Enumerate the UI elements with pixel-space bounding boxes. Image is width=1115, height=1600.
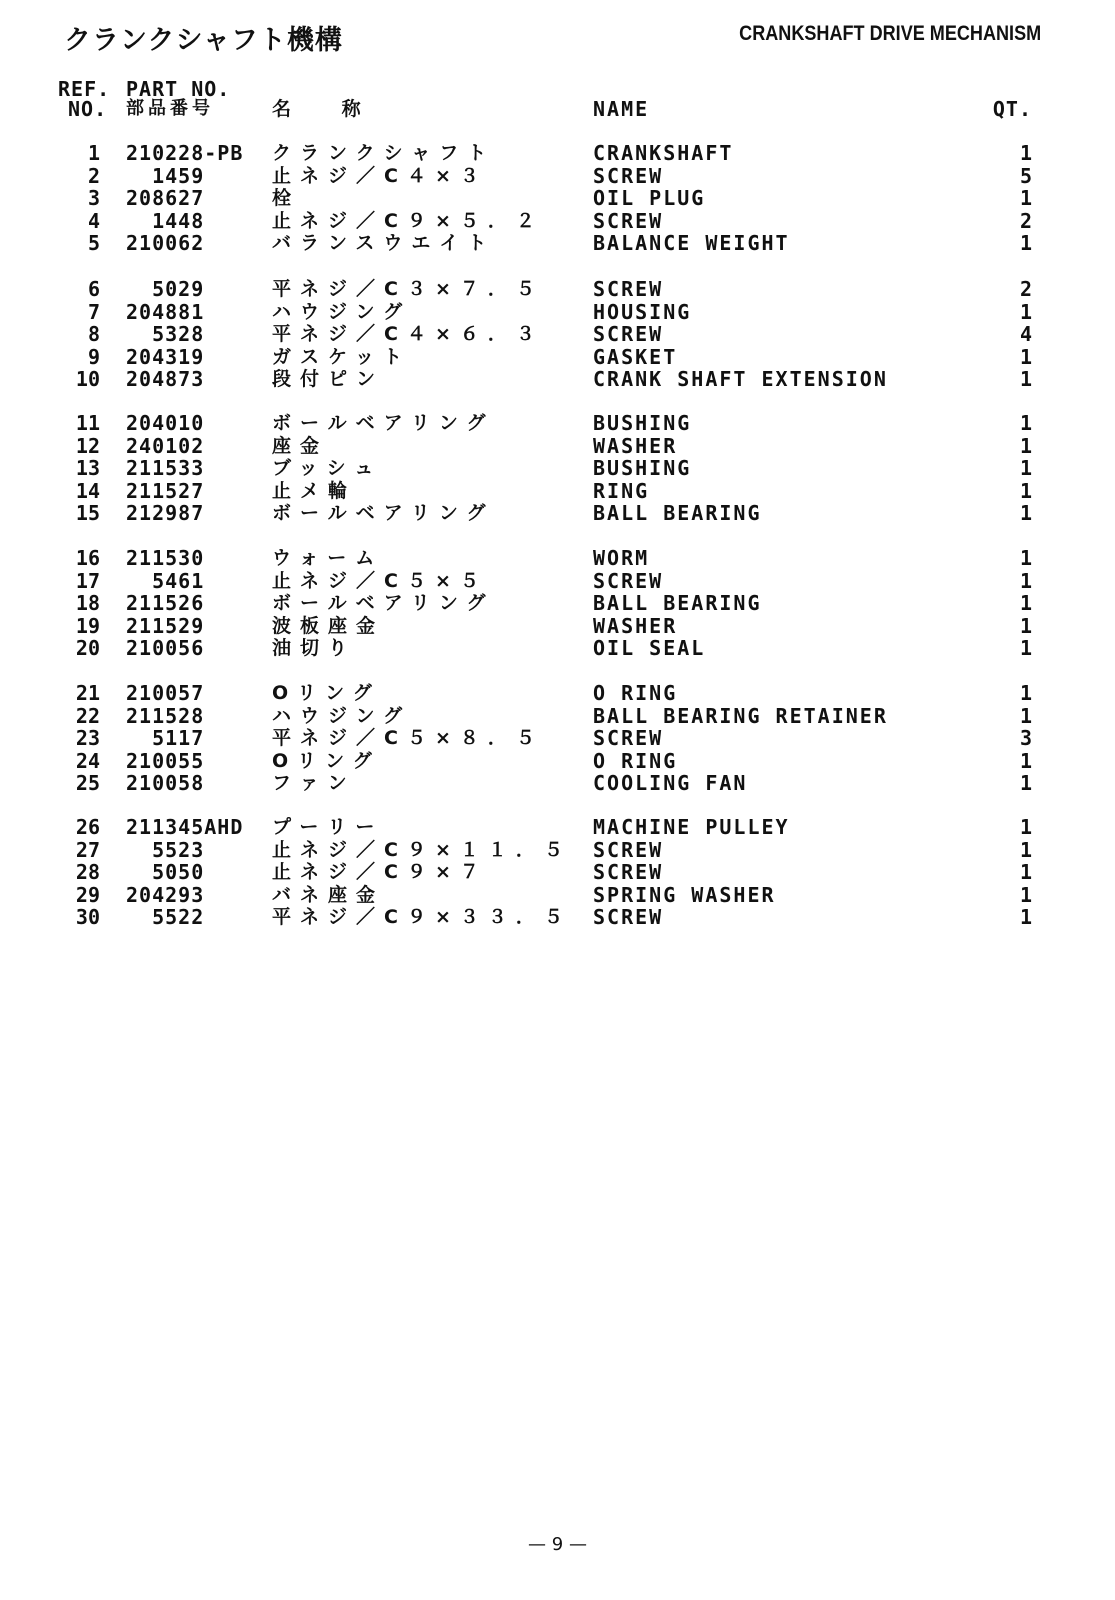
part-name-en: SPRING WASHER xyxy=(593,882,776,907)
part-name-jp: 止ネジ／C５×５ xyxy=(272,569,488,592)
table-row xyxy=(0,232,1115,254)
part-name-en: WORM xyxy=(593,546,650,570)
part-name-jp: 平ネジ／C４×６．３ xyxy=(272,323,544,346)
ref-number: 4 xyxy=(87,208,100,233)
part-number: 5029 xyxy=(126,277,205,301)
ref-number: 20 xyxy=(75,636,100,661)
quantity: 4 xyxy=(1019,322,1032,347)
part-name-jp: 止メ輪 xyxy=(272,479,357,502)
part-number: 211530 xyxy=(126,546,205,570)
table-row xyxy=(0,839,1115,861)
part-name-en: WASHER xyxy=(593,613,678,638)
quantity: 1 xyxy=(1019,501,1032,526)
part-name-en: BALL BEARING xyxy=(593,501,762,526)
page-title-en: CRANKSHAFT DRIVE MECHANISM xyxy=(738,22,1041,45)
ref-number: 14 xyxy=(75,478,100,503)
table-row xyxy=(0,772,1115,794)
quantity: 1 xyxy=(1019,568,1032,593)
table-row xyxy=(0,637,1115,659)
quantity: 1 xyxy=(1019,231,1032,256)
table-row xyxy=(0,906,1115,928)
part-name-jp: 波板座金 xyxy=(272,614,385,637)
part-number: 204010 xyxy=(126,411,205,435)
table-row xyxy=(0,142,1115,164)
table-row xyxy=(0,727,1115,749)
part-name-en: SCREW xyxy=(593,726,664,751)
table-row xyxy=(0,210,1115,232)
table-row xyxy=(0,323,1115,345)
part-name-jp: 止ネジ／C４×３ xyxy=(272,164,488,187)
part-name-jp: ハウジング xyxy=(272,300,412,323)
table-row xyxy=(0,165,1115,187)
part-number: 211526 xyxy=(126,591,205,616)
header-line-2 xyxy=(0,98,1115,122)
table-row xyxy=(0,457,1115,479)
part-name-en: BALL BEARING RETAINER xyxy=(593,703,888,728)
part-number: 1459 xyxy=(126,163,205,188)
part-name-en: SCREW xyxy=(593,860,664,885)
part-name-en: SCREW xyxy=(593,905,664,930)
table-row xyxy=(0,592,1115,614)
quantity: 1 xyxy=(1019,613,1032,638)
table-row xyxy=(0,570,1115,592)
part-name-en: BALL BEARING xyxy=(593,591,762,616)
ref-number: 16 xyxy=(75,546,100,570)
ref-number: 28 xyxy=(75,860,100,885)
part-name-en: O RING xyxy=(593,681,678,705)
table-row xyxy=(0,750,1115,772)
part-name-jp: 平ネジ／C５×８．５ xyxy=(272,727,544,750)
table-row xyxy=(0,615,1115,637)
part-number: 5117 xyxy=(126,726,205,751)
quantity: 1 xyxy=(1019,703,1032,728)
ref-number: 10 xyxy=(75,367,100,392)
part-name-jp: プーリー xyxy=(272,816,384,838)
ref-number: 6 xyxy=(87,277,100,301)
quantity: 1 xyxy=(1019,681,1032,705)
part-number: 210055 xyxy=(126,748,205,773)
header-part-no-jp: 部品番号 xyxy=(126,98,214,119)
ref-number: 13 xyxy=(75,456,100,481)
table-row xyxy=(0,480,1115,502)
part-name-jp: 段付ピン xyxy=(272,368,385,391)
part-number: 204881 xyxy=(126,299,205,324)
part-name-jp: 平ネジ／C３×７．５ xyxy=(272,278,544,300)
ref-number: 24 xyxy=(75,748,100,773)
part-name-jp: ボールベアリング xyxy=(272,502,495,525)
part-name-en: SCREW xyxy=(593,837,664,862)
part-name-en: SCREW xyxy=(593,163,664,188)
ref-number: 11 xyxy=(75,411,100,435)
ref-number: 15 xyxy=(75,501,100,526)
part-name-en: WASHER xyxy=(593,433,678,458)
part-name-en: SCREW xyxy=(593,322,664,347)
quantity: 5 xyxy=(1019,163,1032,188)
quantity: 1 xyxy=(1019,299,1032,324)
ref-number: 9 xyxy=(87,344,100,369)
quantity: 1 xyxy=(1019,141,1032,165)
part-number: 211528 xyxy=(126,703,205,728)
ref-number: 29 xyxy=(75,882,100,907)
part-name-jp: ハウジング xyxy=(272,704,412,727)
table-row xyxy=(0,278,1115,300)
part-name-jp: 座金 xyxy=(272,434,329,457)
part-number: 211345AHD xyxy=(126,815,244,839)
quantity: 1 xyxy=(1019,882,1032,907)
part-number: 211529 xyxy=(126,613,205,638)
part-name-en: BALANCE WEIGHT xyxy=(593,231,790,256)
part-number: 204873 xyxy=(126,367,205,392)
quantity: 1 xyxy=(1019,411,1032,435)
part-number: 240102 xyxy=(126,433,205,458)
table-row xyxy=(0,368,1115,390)
table-row xyxy=(0,884,1115,906)
quantity: 1 xyxy=(1019,771,1032,796)
ref-number: 19 xyxy=(75,613,100,638)
part-name-jp: 止ネジ／C９×５．２ xyxy=(272,209,544,232)
quantity: 1 xyxy=(1019,546,1032,570)
ref-number: 8 xyxy=(87,322,100,347)
ref-number: 1 xyxy=(87,141,100,165)
part-name-en: SCREW xyxy=(593,277,664,301)
table-row xyxy=(0,816,1115,838)
table-row xyxy=(0,502,1115,524)
part-number: 212987 xyxy=(126,501,205,526)
part-name-en: GASKET xyxy=(593,344,678,369)
part-name-jp: 止ネジ／C９×１１．５ xyxy=(272,838,572,861)
part-name-jp: クランクシャフト xyxy=(272,142,496,164)
part-number: 5523 xyxy=(126,837,205,862)
part-name-jp: ガスケット xyxy=(272,345,412,368)
part-name-en: OIL SEAL xyxy=(593,636,706,661)
part-name-jp: ボールベアリング xyxy=(272,412,495,434)
part-number: 211527 xyxy=(126,478,205,503)
quantity: 1 xyxy=(1019,748,1032,773)
part-number: 210062 xyxy=(126,231,205,256)
table-row xyxy=(0,412,1115,434)
part-name-jp: Oリング xyxy=(272,749,381,772)
ref-number: 18 xyxy=(75,591,100,616)
ref-number: 23 xyxy=(75,726,100,751)
part-number: 204319 xyxy=(126,344,205,369)
table-row xyxy=(0,435,1115,457)
quantity: 1 xyxy=(1019,456,1032,481)
part-name-en: COOLING FAN xyxy=(593,771,748,796)
quantity: 1 xyxy=(1019,837,1032,862)
part-number: 204293 xyxy=(126,882,205,907)
part-name-en: SCREW xyxy=(593,568,664,593)
table-row xyxy=(0,705,1115,727)
quantity: 2 xyxy=(1019,277,1032,301)
ref-number: 2 xyxy=(87,163,100,188)
part-name-en: MACHINE PULLEY xyxy=(593,815,790,839)
quantity: 1 xyxy=(1019,478,1032,503)
part-name-jp: ウォーム xyxy=(272,547,384,569)
part-number: 210057 xyxy=(126,681,205,705)
table-row xyxy=(0,301,1115,323)
header-part-no: PART NO. xyxy=(126,77,231,101)
ref-number: 27 xyxy=(75,837,100,862)
quantity: 1 xyxy=(1019,344,1032,369)
part-number: 5050 xyxy=(126,860,205,885)
part-name-en: BUSHING xyxy=(593,411,692,435)
table-row xyxy=(0,547,1115,569)
ref-number: 30 xyxy=(75,905,100,930)
header-line-1 xyxy=(0,78,1115,100)
part-name-jp: ボールベアリング xyxy=(272,592,495,615)
part-number: 1448 xyxy=(126,208,205,233)
part-name-en: RING xyxy=(593,478,650,503)
ref-number: 17 xyxy=(75,568,100,593)
quantity: 1 xyxy=(1019,367,1032,392)
part-name-jp: ファン xyxy=(272,772,356,795)
part-number: 210058 xyxy=(126,771,205,796)
table-row xyxy=(0,682,1115,704)
ref-number: 3 xyxy=(87,186,100,211)
part-name-en: OIL PLUG xyxy=(593,186,706,211)
page-title-jp: クランクシャフト機構 xyxy=(64,25,343,56)
ref-number: 26 xyxy=(75,815,100,839)
part-name-jp: Oリング xyxy=(272,682,381,704)
quantity: 1 xyxy=(1019,433,1032,458)
ref-number: 22 xyxy=(75,703,100,728)
header-qty: QT. xyxy=(992,97,1032,121)
ref-number: 7 xyxy=(87,299,100,324)
quantity: 1 xyxy=(1019,636,1032,661)
header-ref: REF. xyxy=(58,77,111,101)
ref-number: 12 xyxy=(75,433,100,458)
part-name-jp: バネ座金 xyxy=(272,883,385,906)
part-number: 5461 xyxy=(126,568,205,593)
quantity: 1 xyxy=(1019,905,1032,930)
part-name-en: BUSHING xyxy=(593,456,692,481)
table-row xyxy=(0,187,1115,209)
part-name-jp: 止ネジ／C９×７ xyxy=(272,861,488,884)
part-number: 5328 xyxy=(126,322,205,347)
header-no: NO. xyxy=(68,97,108,121)
part-name-jp: バランスウエイト xyxy=(272,232,496,255)
part-name-jp: 栓 xyxy=(272,187,301,210)
table-row xyxy=(0,346,1115,368)
quantity: 2 xyxy=(1019,208,1032,233)
quantity: 1 xyxy=(1019,186,1032,211)
quantity: 1 xyxy=(1019,591,1032,616)
quantity: 3 xyxy=(1019,726,1032,751)
page-number: — 9 — xyxy=(528,1534,587,1555)
quantity: 1 xyxy=(1019,815,1032,839)
part-name-en: SCREW xyxy=(593,208,664,233)
header-name-jp: 名 称 xyxy=(272,98,383,120)
part-name-en: O RING xyxy=(593,748,678,773)
part-name-jp: 平ネジ／C９×３３．５ xyxy=(272,906,572,929)
part-number: 211533 xyxy=(126,456,205,481)
quantity: 1 xyxy=(1019,860,1032,885)
ref-number: 21 xyxy=(75,681,100,705)
header-name-en: NAME xyxy=(593,97,650,121)
part-number: 5522 xyxy=(126,905,205,930)
ref-number: 25 xyxy=(75,771,100,796)
part-number: 210056 xyxy=(126,636,205,661)
part-name-en: CRANKSHAFT xyxy=(593,141,734,165)
ref-number: 5 xyxy=(87,231,100,256)
part-name-jp: 油切り xyxy=(272,637,357,660)
part-name-en: CRANK SHAFT EXTENSION xyxy=(593,367,888,392)
table-row xyxy=(0,861,1115,883)
part-number: 210228-PB xyxy=(126,141,244,165)
part-number: 208627 xyxy=(126,186,205,211)
part-name-jp: ブッシュ xyxy=(272,457,383,480)
part-name-en: HOUSING xyxy=(593,299,692,324)
